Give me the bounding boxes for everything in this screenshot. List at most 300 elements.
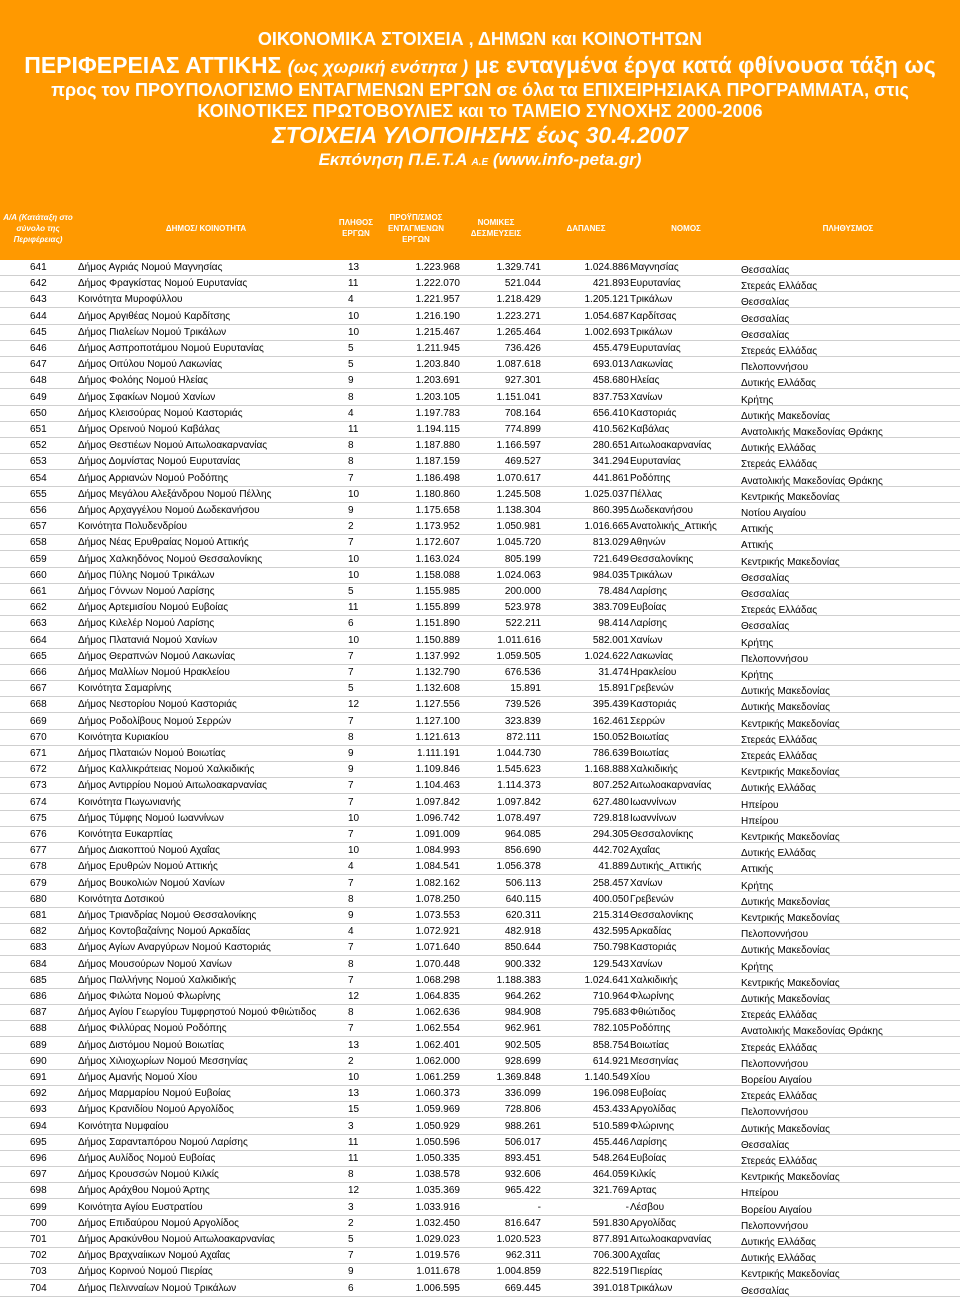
row-project-count: 5 [348,1234,354,1245]
table-row [0,665,960,681]
row-budget: 1.158.088 [415,570,460,581]
row-municipality: Δήμος Πελινναίων Νομού Τρικάλων [78,1283,237,1294]
row-region: Θεσσαλίας [741,1286,790,1297]
row-budget: 1.137.992 [415,651,460,662]
row-region: Πελοποννήσου [741,1221,809,1232]
row-project-count: 8 [348,894,354,905]
row-commitments: 932.606 [504,1169,541,1180]
row-budget: 1.203.840 [415,359,460,370]
row-municipality: Κοινότητα Δοτσικού [78,894,165,905]
row-expenses: 294.305 [592,829,629,840]
row-expenses: 78.484 [598,586,629,597]
row-prefecture: Αιτωλοακαρνανίας [630,1234,712,1245]
table-row [0,422,960,438]
row-project-count: 9 [348,505,354,516]
row-municipality: Δήμος Γόννων Νομού Λαρίσης [78,586,215,597]
row-project-count: 7 [348,716,354,727]
row-expenses: 729.818 [592,813,629,824]
row-budget: 1.006.595 [415,1283,460,1294]
table-row [0,795,960,811]
row-prefecture: Ροδόπης [630,473,671,484]
row-rank: 678 [30,861,47,872]
row-prefecture: Ηλείας [630,375,660,386]
table-row [0,535,960,551]
table-row [0,957,960,973]
row-rank: 671 [30,748,47,759]
row-prefecture: Αθηνών [630,537,666,548]
row-municipality: Δήμος Κρανιδίου Νομού Αργολίδος [78,1104,234,1115]
row-municipality: Δήμος Θεστιέων Νομού Αιτωλοακαρνανίας [78,440,268,451]
row-project-count: 13 [348,262,360,273]
row-municipality: Δήμος Φιλώτα Νομού Φλωρίνης [78,991,221,1002]
row-region: Δυτικής Ελλάδας [741,378,816,389]
row-commitments: 506.113 [505,878,541,889]
row-rank: 647 [30,359,47,370]
table-row [0,633,960,649]
row-commitments: 1.369.848 [496,1072,541,1083]
row-project-count: 8 [348,1169,354,1180]
row-region: Βορείου Αιγαίου [741,1205,812,1216]
row-project-count: 4 [348,408,354,419]
row-municipality: Δήμος Τριανδρίας Νομού Θεσσαλονίκης [78,910,257,921]
row-commitments: 522.211 [505,618,541,629]
row-project-count: 7 [348,829,354,840]
row-prefecture: Γρεβενών [630,683,674,694]
table-row [0,730,960,746]
row-budget: 1.029.023 [415,1234,460,1245]
row-prefecture: Λακωνίας [630,359,673,370]
row-rank: 641 [30,262,47,273]
row-project-count: 3 [348,1202,354,1213]
row-expenses: 548.264 [592,1153,629,1164]
row-budget: 1.127.100 [415,716,460,727]
table-row [0,697,960,713]
row-municipality: Δήμος Σαραντaπόρου Νομού Λαρίσης [78,1137,248,1148]
row-commitments: 965.422 [504,1185,541,1196]
row-municipality: Δήμος Αρτεμισίου Νομού Ευβοίας [78,602,229,613]
row-region: Κεντρικής Μακεδονίας [741,1269,840,1280]
row-municipality: Δήμος Ερυθρών Νομού Αττικής [78,861,218,872]
row-commitments: 774.899 [504,424,541,435]
row-municipality: Δήμος Πιαλείων Νομού Τρικάλων [78,327,227,338]
row-commitments: 521.044 [504,278,541,289]
row-rank: 665 [30,651,47,662]
row-rank: 679 [30,878,47,889]
row-expenses: 15.891 [598,683,629,694]
row-prefecture: Χανίων [630,392,663,403]
row-commitments: 1.020.523 [496,1234,541,1245]
row-commitments: 1.045.720 [496,537,541,548]
row-prefecture: Αιτωλοακαρνανίας [630,780,712,791]
row-region: Κεντρικής Μακεδονίας [741,719,840,730]
row-municipality: Δήμος Αρριανών Νομού Ροδόπης [78,473,229,484]
row-rank: 664 [30,635,47,646]
row-municipality: Δήμος Μαλλίων Νομού Ηρακλείου [78,667,230,678]
row-commitments: 1.024.063 [496,570,541,581]
row-rank: 660 [30,570,47,581]
row-prefecture: Ευρυτανίας [630,456,681,467]
table-row [0,649,960,665]
row-municipality: Κοινότητα Κυριακίου [78,732,169,743]
row-commitments: 1.166.597 [496,440,541,451]
row-budget: 1.032.450 [415,1218,460,1229]
row-expenses: 129.543 [592,959,629,970]
row-prefecture: Καστοριάς [630,699,677,710]
row-expenses: 321.769 [592,1185,629,1196]
row-budget: 1.151.890 [415,618,460,629]
row-municipality: Δήμος Αμανής Νομού Χίου [78,1072,198,1083]
row-commitments: 506.017 [504,1137,541,1148]
row-municipality: Δήμος Χαλκηδόνος Νομού Θεσσαλονίκης [78,554,263,565]
row-budget: 1.059.969 [415,1104,460,1115]
row-rank: 672 [30,764,47,775]
row-budget: 1.187.159 [415,456,460,467]
row-municipality: Κοινότητα Σαμαρίνης [78,683,172,694]
row-commitments: 984.908 [504,1007,541,1018]
title-banner [0,0,960,196]
row-region: Κεντρικής Μακεδονίας [741,832,840,843]
row-budget: 1.132.790 [415,667,460,678]
row-expenses: 383.709 [592,602,629,613]
table-row [0,1167,960,1183]
row-budget: 1.060.373 [415,1088,460,1099]
table-row [0,714,960,730]
row-prefecture: Αργολίδας [630,1104,677,1115]
table-row [0,1264,960,1280]
row-commitments: 469.527 [504,456,541,467]
table-row [0,454,960,470]
row-region: Δυτικής Ελλάδας [741,443,816,454]
row-project-count: 7 [348,975,354,986]
row-expenses: 1.002.693 [584,327,629,338]
row-rank: 685 [30,975,47,986]
row-budget: 1.216.190 [415,311,460,322]
row-region: Δυτικής Μακεδονίας [741,945,830,956]
row-project-count: 4 [348,861,354,872]
row-expenses: 858.754 [592,1040,629,1051]
row-prefecture: Καστοριάς [630,942,677,953]
row-budget: 1.186.498 [415,473,460,484]
row-municipality: Δήμος Νέας Ερυθραίας Νομού Αττικής [78,537,249,548]
row-rank: 703 [30,1266,47,1277]
row-budget: 1.072.921 [415,926,460,937]
row-commitments: 856.690 [504,845,541,856]
row-municipality: Δήμος Αράχθου Νομού Άρτης [78,1185,210,1196]
row-expenses: 693.013 [592,359,629,370]
table-row [0,519,960,535]
row-region: Δυτικής Ελλάδας [741,783,816,794]
row-project-count: 5 [348,683,354,694]
row-rank: 668 [30,699,47,710]
table-row [0,390,960,406]
row-project-count: 9 [348,375,354,386]
table-row [0,778,960,794]
row-region: Στερεάς Ελλάδας [741,735,818,746]
row-municipality: Δήμος Πλατανιά Νομού Χανίων [78,635,218,646]
row-prefecture: Καστοριάς [630,408,677,419]
row-prefecture: Φλώρινης [630,1121,674,1132]
table-row [0,1021,960,1037]
row-expenses: 1.024.641 [584,975,629,986]
row-prefecture: Χανίων [630,959,663,970]
row-rank: 702 [30,1250,47,1261]
row-municipality: Δήμος Φολόης Νομού Ηλείας [78,375,208,386]
row-project-count: 10 [348,570,360,581]
row-commitments: 900.332 [504,959,541,970]
row-municipality: Δήμος Πύλης Νομού Τρικάλων [78,570,215,581]
row-project-count: 2 [348,1218,354,1229]
row-expenses: 1.168.888 [584,764,629,775]
row-expenses: - [625,1202,629,1213]
table-row [0,811,960,827]
row-prefecture: Αργολίδας [630,1218,677,1229]
row-commitments: 728.806 [504,1104,541,1115]
table-row [0,924,960,940]
column-header-project-count: ΠΛΗΘΟΣ ΕΡΓΩΝ [338,218,374,238]
table-row [0,260,960,276]
table-row [0,373,960,389]
row-rank: 680 [30,894,47,905]
row-prefecture: Αρτας [630,1185,657,1196]
row-budget: 1.111.191 [416,748,460,759]
title-line-2-rest: με ενταγμένα έργα κατά φθίνουσα τάξη ως [474,52,936,78]
row-expenses: 782.105 [592,1023,629,1034]
row-municipality: Δήμος Διστόμου Νομού Βοιωτίας [78,1040,225,1051]
row-region: Κρήτης [741,638,774,649]
row-commitments: 1.044.730 [496,748,541,759]
row-commitments: 1.070.617 [496,473,541,484]
row-expenses: 627.480 [592,797,629,808]
table-row [0,584,960,600]
row-commitments: 893.451 [504,1153,541,1164]
row-region: Κεντρικής Μακεδονίας [741,767,840,778]
row-budget: 1.127.556 [415,699,460,710]
row-budget: 1.073.553 [415,910,460,921]
row-municipality: Δήμος Ροδολίβους Νομού Σερρών [78,716,232,727]
column-header-budget: ΠΡΟΫΠ/ΣΜΟΣ ΕΝΤΑΓΜΕΝΩΝ ΕΡΓΩΝ [388,212,444,244]
row-municipality: Δήμος Κιλελέρ Νομού Λαρίσης [78,618,215,629]
row-project-count: 5 [348,586,354,597]
row-municipality: Κοινότητα Μυροφύλλου [78,294,183,305]
row-region: Στερεάς Ελλάδας [741,605,818,616]
row-municipality: Δήμος Κοντοβαζαίνης Νομού Αρκαδίας [78,926,251,937]
table-row [0,843,960,859]
row-expenses: 706.300 [592,1250,629,1261]
row-rank: 651 [30,424,47,435]
row-expenses: 860.395 [592,505,629,516]
column-header-municipality: ΔΗΜΟΣ/ ΚΟΙΝΟΤΗΤΑ [165,223,247,233]
row-rank: 666 [30,667,47,678]
row-region: Στερεάς Ελλάδας [741,281,818,292]
row-budget: 1.175.658 [415,505,460,516]
row-commitments: 323.839 [504,716,541,727]
row-prefecture: Ιωαννίνων [630,813,677,824]
row-expenses: 721.649 [592,554,629,565]
row-project-count: 7 [348,1023,354,1034]
row-prefecture: Βοιωτίας [630,748,669,759]
row-municipality: Δήμος Φιλλύρας Νομού Ροδόπης [78,1023,227,1034]
row-expenses: 795.683 [592,1007,629,1018]
row-budget: 1.062.636 [415,1007,460,1018]
row-region: Θεσσαλίας [741,573,790,584]
row-commitments: 1.059.505 [496,651,541,662]
row-region: Στερεάς Ελλάδας [741,1156,818,1167]
table-row [0,503,960,519]
row-region: Δυτικής Ελλάδας [741,1253,816,1264]
row-budget: 1.222.070 [415,278,460,289]
row-expenses: 1.025.037 [584,489,629,500]
row-rank: 650 [30,408,47,419]
row-municipality: Δήμος Βραχναίικων Νομού Αχαΐας [78,1250,231,1261]
row-commitments: 640.115 [505,894,541,905]
row-municipality: Δήμος Βουκολιών Νομού Χανίων [78,878,225,889]
row-region: Δυτικής Μακεδονίας [741,411,830,422]
row-rank: 644 [30,311,47,322]
row-prefecture: Ευβοίας [630,1088,667,1099]
row-prefecture: Πιερίας [630,1266,663,1277]
row-prefecture: Λαρίσης [630,586,667,597]
row-commitments: 1.265.464 [496,327,541,338]
title-line-1: ΟΙΚΟΝΟΜΙΚΑ ΣΤΟΙΧΕΙΑ , ΔΗΜΩΝ και ΚΟΙΝΟΤΗΤΩΝ [257,29,703,49]
row-region: Στερεάς Ελλάδας [741,1091,818,1102]
row-budget: 1.150.889 [415,635,460,646]
row-municipality: Κοινότητα Πωγωνιανής [78,797,181,808]
row-commitments: 1.078.497 [496,813,541,824]
row-rank: 674 [30,797,47,808]
row-municipality: Δήμος Μουσούρων Νομού Χανίων [78,959,232,970]
row-municipality: Δήμος Ορεινού Νομού Καβάλας [78,424,220,435]
row-region: Κεντρικής Μακεδονίας [741,978,840,989]
row-budget: 1.121.613 [415,732,460,743]
row-region: Κεντρικής Μακεδονίας [741,1172,840,1183]
row-expenses: 455.479 [592,343,629,354]
row-rank: 683 [30,942,47,953]
row-commitments: 1.218.429 [496,294,541,305]
row-region: Θεσσαλίας [741,297,790,308]
row-prefecture: Μαγνησίας [630,262,679,273]
row-budget: 1.215.467 [415,327,460,338]
row-region: Ανατολικής Μακεδονίας Θράκης [741,427,883,438]
table-row [0,552,960,568]
row-region: Θεσσαλίας [741,314,790,325]
row-rank: 670 [30,732,47,743]
row-commitments: 736.426 [504,343,541,354]
row-commitments: 1.138.304 [496,505,541,516]
row-commitments: 1.087.618 [496,359,541,370]
row-commitments: 482.918 [504,926,541,937]
row-commitments: 964.085 [504,829,541,840]
row-rank: 697 [30,1169,47,1180]
row-rank: 684 [30,959,47,970]
row-region: Αττικής [741,864,774,875]
row-expenses: 341.294 [592,456,629,467]
row-rank: 653 [30,456,47,467]
row-rank: 659 [30,554,47,565]
row-prefecture: Ευβοίας [630,602,667,613]
row-region: Στερεάς Ελλάδας [741,1043,818,1054]
row-project-count: 10 [348,635,360,646]
row-budget: 1.180.860 [415,489,460,500]
row-rank: 656 [30,505,47,516]
row-region: Βορείου Αιγαίου [741,1075,812,1086]
row-prefecture: Δωδεκανήσου [630,505,693,516]
row-expenses: 215.314 [592,910,629,921]
row-project-count: 11 [348,1153,359,1164]
row-expenses: 1.024.886 [584,262,629,273]
table-row [0,471,960,487]
column-header-commitments: ΝΟΜΙΚΕΣ ΔΕΣΜΕΥΣΕΙΣ [470,218,522,238]
table-row [0,568,960,584]
row-region: Πελοποννήσου [741,362,809,373]
row-municipality: Δήμος Σφακίων Νομού Χανίων [78,392,216,403]
row-rank: 652 [30,440,47,451]
row-project-count: 8 [348,732,354,743]
row-commitments: 962.311 [505,1250,541,1261]
table-row [0,1119,960,1135]
row-budget: 1.050.335 [415,1153,460,1164]
row-budget: 1.050.596 [415,1137,460,1148]
row-project-count: 7 [348,667,354,678]
row-region: Δυτικής Μακεδονίας [741,1124,830,1135]
row-project-count: 7 [348,537,354,548]
row-rank: 701 [30,1234,47,1245]
row-expenses: 1.205.121 [584,294,629,305]
row-expenses: 410.562 [592,424,629,435]
row-budget: 1.091.009 [415,829,460,840]
title-credit [0,150,960,170]
row-project-count: 2 [348,1056,354,1067]
column-header-expenses: ΔΑΠΑΝΕΣ [566,223,606,233]
row-prefecture: Αρκαδίας [630,926,672,937]
row-project-count: 5 [348,359,354,370]
row-prefecture: Τρικάλων [630,327,673,338]
row-budget: 1.097.842 [415,797,460,808]
row-rank: 692 [30,1088,47,1099]
row-project-count: 8 [348,1007,354,1018]
row-project-count: 7 [348,942,354,953]
row-prefecture: Ηρακλείου [630,667,677,678]
row-region: Πελοποννήσου [741,1059,809,1070]
row-rank: 661 [30,586,47,597]
row-budget: 1.084.993 [415,845,460,856]
row-expenses: 41.889 [598,861,629,872]
row-region: Πελοποννήσου [741,929,809,940]
table-row [0,859,960,875]
credit-suffix: Α.Ε [471,157,489,168]
row-prefecture: Γρεβενών [630,894,674,905]
row-project-count: 7 [348,878,354,889]
row-municipality: Δήμος Αντιρρίου Νομού Αιτωλοακαρνανίας [78,780,267,791]
table-row [0,1183,960,1199]
table-row [0,746,960,762]
row-project-count: 11 [348,424,359,435]
row-budget: 1.223.968 [415,262,460,273]
table-row [0,1135,960,1151]
table-row [0,438,960,454]
row-expenses: 31.474 [598,667,629,678]
row-municipality: Κοινότητα Αγίου Ευστρατίου [78,1202,203,1213]
row-region: Δυτικής Μακεδονίας [741,686,830,697]
row-commitments: 1.188.383 [496,975,541,986]
row-project-count: 7 [348,651,354,662]
row-project-count: 12 [348,699,360,710]
row-rank: 646 [30,343,47,354]
row-prefecture: Χαλκιδικής [630,975,678,986]
row-region: Κεντρικής Μακεδονίας [741,492,840,503]
row-municipality: Δήμος Νεστορίου Νομού Καστοριάς [78,699,237,710]
row-expenses: 458.680 [592,375,629,386]
row-region: Δυτικής Ελλάδας [741,848,816,859]
